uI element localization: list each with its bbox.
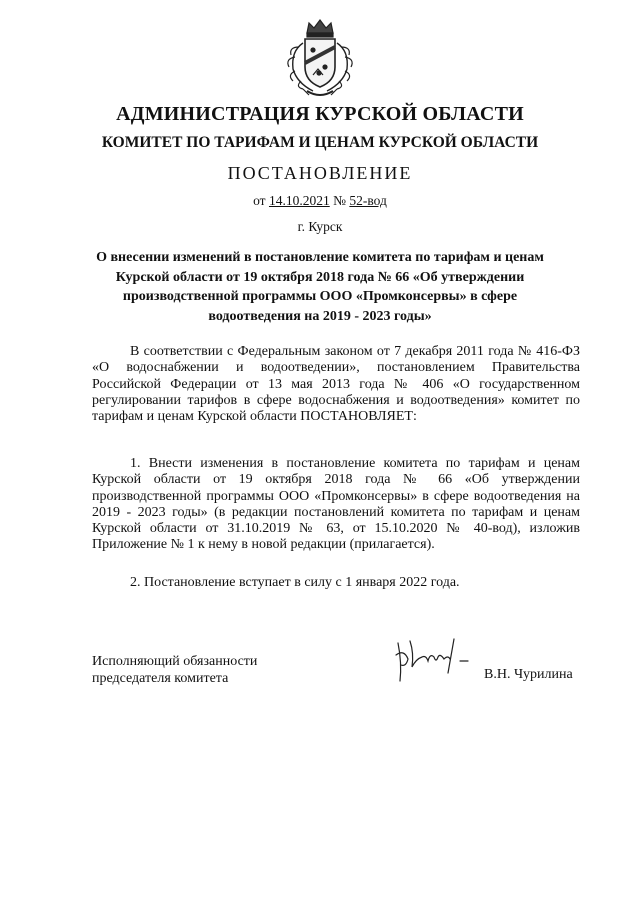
number-sign: № (333, 193, 346, 208)
preamble-text: В соответствии с Федеральным законом от 7 декабря 2011 года № 416-ФЗ «О водоснабжении и водоотведении», постановлением Правительства Российской Федерации от 13 мая 2013 года № 406 «О государственном регулировании тарифов в сфере водоснабжения и водоотведения» комитет по тарифам и ценам Курской области ПОСТАНОВЛЯЕТ: (92, 344, 580, 425)
position-line-1: Исполняющий обязанности (92, 654, 258, 669)
position-line-2: председателя комитета (92, 671, 229, 686)
signatory-position (92, 653, 257, 687)
administration-heading: АДМИНИСТРАЦИЯ КУРСКОЙ ОБЛАСТИ (116, 103, 524, 125)
signatory-name: В.Н. Чурилина (484, 667, 573, 682)
item-1-text: 1. Внести изменения в постановление комитета по тарифам и ценам Курской области от 19 октября 2018 года № 66 «Об утверждении производственной программы ООО «Промконсервы» в сфере водоотведения на 2019 - 2023 годы» (в редакции постановлений комитета по тарифам и ценам Курской области от 31.10.2019 № 63, от 15.10.2020 № 40-вод), изложив Приложение № 1 к нему в новой редакции (прилагается). (92, 456, 580, 553)
city: г. Курск (297, 219, 343, 234)
committee-heading: КОМИТЕТ ПО ТАРИФАМ И ЦЕНАМ КУРСКОЙ ОБЛАСТИ (101, 134, 539, 151)
document-type: ПОСТАНОВЛЕНИЕ (227, 163, 413, 183)
item-1-paragraph (92, 456, 580, 554)
coat-of-arms-icon (279, 17, 361, 101)
date-prefix: от (253, 193, 266, 208)
document-title: О внесении изменений в постановление комитета по тарифам и ценам Курской области от 19 октября 2018 года № 66 «Об утверждении производственной программы ООО «Промконсервы» в сфере водоотведения на 2019 - 2023 годы» (96, 250, 544, 324)
item-2-paragraph (92, 575, 580, 591)
item-2-text: 2. Постановление вступает в силу с 1 января 2022 года. (130, 575, 460, 590)
preamble-paragraph (92, 344, 580, 425)
handwritten-signature (392, 633, 472, 685)
document-date: 14.10.2021 (268, 193, 330, 208)
date-number-line (0, 193, 640, 209)
document-number: 52-вод (349, 193, 387, 208)
